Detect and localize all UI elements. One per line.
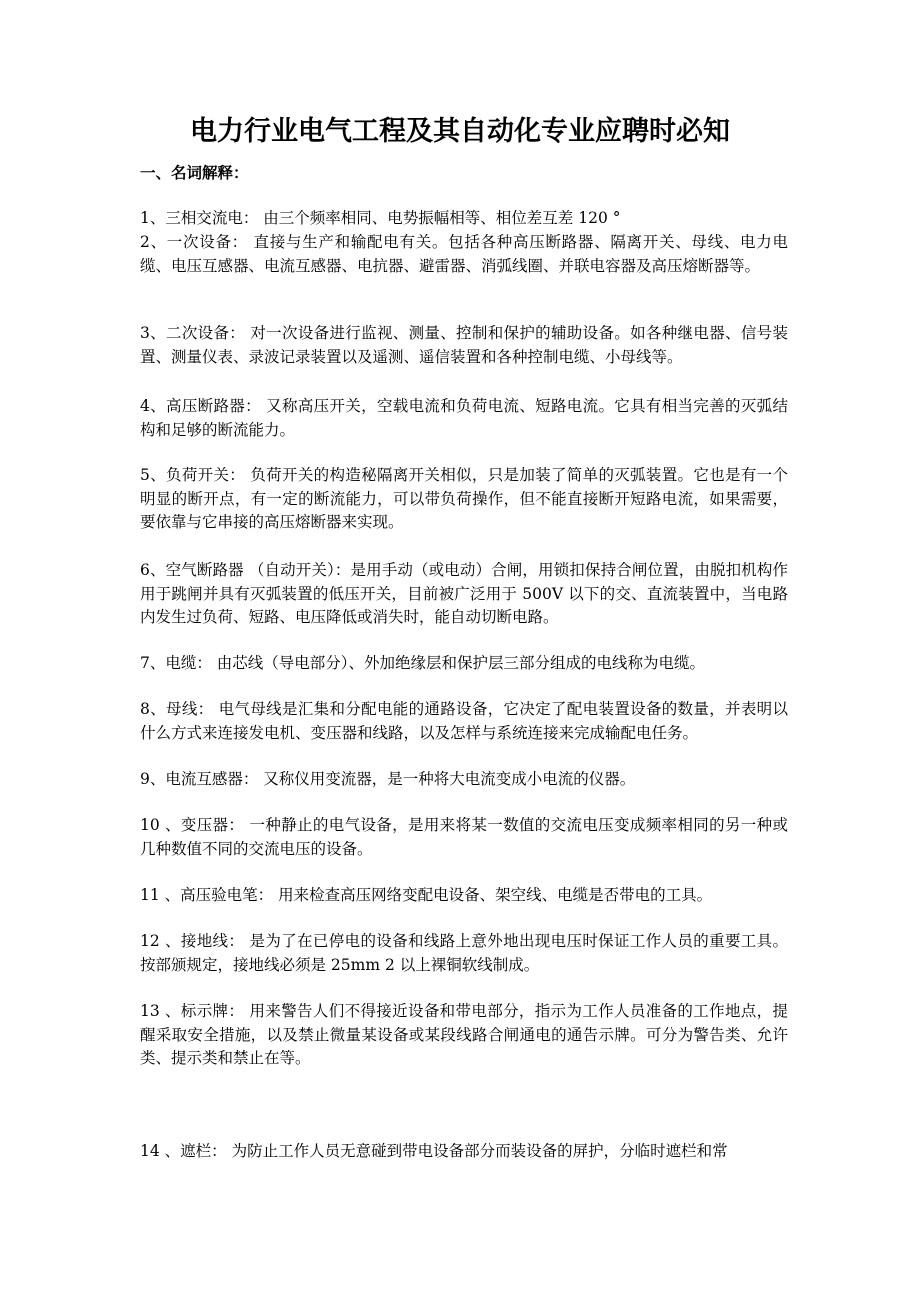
- term-entry: 3、二次设备： 对一次设备进行监视、测量、控制和保护的辅助设备。如各种继电器、信号装置、测量仪表、录波记录装置以及遥测、遥信装置和各种控制电缆、小母线等。: [140, 324, 788, 366]
- term-entry: 14 、遮栏： 为防止工作人员无意碰到带电设备部分而装设备的屏护，分临时遮栏和常: [140, 1142, 728, 1160]
- term-entry: 6、空气断路器 （自动开关）：是用手动（或电动）合闸，用锁扣保持合闸位置，由脱扣机构作用于跳闸并具有灭弧装置的低压开关，目前被广泛用于 500V 以下的交、直流装置中，当电路内发生过负荷、短路、电压降低或消失时，能自动切断电路。: [140, 561, 788, 627]
- term-entry: 8、母线： 电气母线是汇集和分配电能的通路设备，它决定了配电装置设备的数量，并表明以什么方式来连接发电机、变压器和线路，以及怎样与系统连接来完成输配电任务。: [140, 700, 788, 742]
- term-entry: 9、电流互感器： 又称仪用变流器，是一种将大电流变成小电流的仪器。: [140, 770, 636, 788]
- term-entry: 10 、变压器： 一种静止的电气设备，是用来将某一数值的交流电压变成频率相同的另一种或几种数值不同的交流电压的设备。: [140, 816, 788, 858]
- term-entry: 1、三相交流电： 由三个频率相同、电势振幅相等、相位差互差 120 °: [140, 209, 621, 227]
- term-entry: 13 、标示牌： 用来警告人们不得接近设备和带电部分，指示为工作人员准备的工作地点，提醒采取安全措施，以及禁止微量某设备或某段线路合闸通电的通告示牌。可分为警告类、允许类、提示类和禁止在等。: [140, 1002, 788, 1068]
- term-entry: 2、一次设备： 直接与生产和输配电有关。包括各种高压断路器、隔离开关、母线、电力电缆、电压互感器、电流互感器、电抗器、避雷器、消弧线圈、并联电容器及高压熔断器等。: [140, 233, 788, 275]
- term-entry: 4、高压断路器： 又称高压开关，空载电流和负荷电流、短路电流。它具有相当完善的灭弧结构和足够的断流能力。: [140, 397, 788, 439]
- term-entry: 7、电缆： 由芯线（导电部分）、外加绝缘层和保护层三部分组成的电线称为电缆。: [140, 654, 706, 672]
- term-entry: 5、负荷开关： 负荷开关的构造秘隔离开关相似，只是加装了简单的灭弧装置。它也是有一个明显的断开点，有一定的断流能力，可以带负荷操作，但不能直接断开短路电流，如果需要，要依靠与它串接的高压熔断器来实现。: [140, 466, 788, 532]
- document-title: 电力行业电气工程及其自动化专业应聘时必知: [190, 116, 730, 147]
- section-heading: 一、名词解释：: [140, 164, 249, 182]
- term-entry: 11 、高压验电笔： 用来检查高压网络变配电设备、架空线、电缆是否带电的工具。: [140, 886, 713, 904]
- term-entry: 12 、接地线： 是为了在已停电的设备和线路上意外地出现电压时保证工作人员的重要工具。按部颁规定，接地线必须是 25mm 2 以上裸铜软线制成。: [140, 932, 788, 974]
